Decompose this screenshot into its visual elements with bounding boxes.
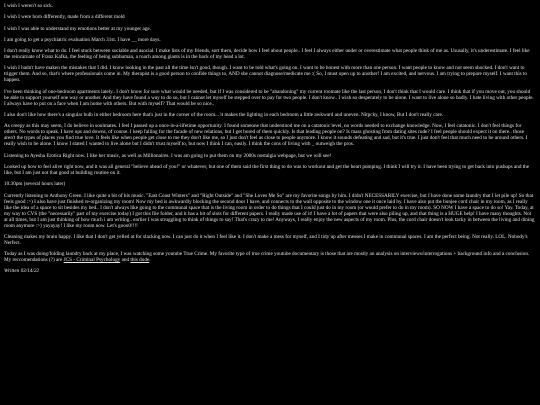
- recommendations-text: Today as I was doing/folding laundry back at my place, I was watching some youtube True Crime. My favorite type of true crime youtube documentary is those that are mostly an analysis on interviews/interrogations + background info and a conclusion. My reccomendations (?) are: [4, 251, 530, 264]
- journal-entry: [4, 3, 536, 274]
- paragraph: I wish I was able to understand my emotions better at my younger age.: [4, 25, 151, 32]
- paragraph: I wish I hadn't have maken the mistakes that I did. I know looking in the past all the time isn't good, though. I want to be told what's going on. I want to be honest with more than one person. I want people to know and not seem shocked. I don't want to trigger them. And so, that's where professionals come in. My therapist is a good person to confide things to, AND she cannot diagnose/medicate me :( So, I must open up to another! I am excited, and nervous. I am trying to prepare myself. I want this to happen.: [4, 65, 528, 84]
- this-dude-link[interactable]: this dude: [130, 257, 150, 264]
- conjunction-text: and: [120, 257, 131, 264]
- paragraph: Cleaning makes my brain happy. I like that I don't get yelled at for slacking now. I can just do it when I feel like it. I don't make a mess for myself, and I tidy up after messes I make in communal spaces. I am the perfect being. Not really. LOL. Nobody's Nerfect.: [4, 233, 528, 246]
- paragraph: As creepy as this may seem, I do believe in soulmates. I feel I passed up a once-in-a-lifetime opportunity. I found someone that understood me on a catatonic level, no words needed to exchange knowledge. Now, I feel catatonic. I don't feel things for others. No words to speak. I have ups and downs, of course. I keep falling for the facade of new relations, but I get bored of them quickly. Is that leading people on? Is mass ghosting from dating sites rude? I feel people should expect it on there.. those aren't the types of places you find true love. It feels like when people get close to me they don't like me, so I just don't feel as close to people anymore. I know it sounds defeating and sad, but it's true. I just don't feel that much need to be around others. I really wish to be alone. I know I stated I wanted to live alone but I didn't trust myself to, but now I think I can, easily. I think the cons of living with _ outweigh the pros.: [4, 123, 528, 148]
- jcs-link[interactable]: JCS - Criminal Psychology: [63, 257, 121, 264]
- paragraph: I've been thinking of one-bedroom apartments lately.. I don't know for sure what would be needed, but if I was considered to be "abandoning" my current roomate like the last person, I don't think that I would care. I think that if you move out, you should be able to support yourself one way or another. And they have found a way to do so, but I cannot let myself be stepped over to pay for two people. I don't know.. I wish so desperately to be alone. I want to live alone so badly. I hate living with other people. I always have to put on a face when I am home with others. But with myself? That would be so nice..: [4, 88, 534, 107]
- paragraph: I wish I were born differently, made from a different mold: [4, 14, 125, 21]
- recommendations-paragraph: [4, 251, 536, 263]
- paragraph: I don't really know what to do. I feel stuck between sociable and asocial. I make lists of my friends, sort them, decide how I feel about people.. I feel I always either under or overestimate what people think of me as. Ususally, it's underestimate. I feel like the reincarnate of Franz Kafka, the feeling of being subhuman, a roach among giants is in the back of my head a lot.: [4, 48, 530, 61]
- paragraph: Looked up how to feel alive right now, and it was all general "believe ahead of you!" or whatever, but one of them said the first thing to do was to workout and get the heart pumping. I think I will try it. I have been trying to get back into pushups and the like, but I am just not that good at building routine on it.: [4, 163, 530, 176]
- paragraph: Listening to Ayesha Erotica Right now. I like her music, as well as Millionaires. I was am going to put them on my 2000s nostalgia webpage, but we will see!: [4, 152, 332, 159]
- paragraph: Currently listening to Anthony Green. I like quite a bit of his music. "East Coast Winters" and "Right Outside" and "She Loves Me So" are my favorite songs by him. I didn't NECESSARILY exercise, but I have done some laundry that I let pile up! So that feels good :>) I also have just finished re-organizing my room! Now my bed is awkwardly blocking the second door I have, and connects to the wall opposite to the window one it once laid by. I have also put the bunjee cord chair in my room, as I really like the idea of a space to sit besides my bed.. I don't always like going to the communal space that is the living room in order to do things that I could just do in my room (or would prefer to do in my room). SO NOW I have a space to do so! Yay. Today, at my way to CVS (the "necessarily" part of my exercise today) I got this file folder, and it has a bit of slots for different papers. I really made use of it! I have a lot of papers that were also piling up, and that thing is a HUGE help! I have many thoughts. Not at all times, but I am just thinking of how much i am writing.. earlier I was struggling to think of things to say! That's crazy to me! Anyways, I really enjoy the new aspects of my room. Plus, the cord chair doesn't look tacky in between the living and dining room anymore :>) yayayay! I like my room now. Let's gooo0!!!!: [4, 192, 535, 229]
- paragraph: I wish I weren't so sick.: [4, 3, 54, 9]
- time-heading: 10:30pm (several hours later): [4, 181, 66, 188]
- paragraph: I am going to get a psychiatric evaluation March 31st. I have __ more days.: [4, 36, 161, 43]
- written-date: Written 03/14/22: [4, 268, 40, 275]
- period-text: .: [149, 257, 151, 264]
- paragraph: I also don't like how there's a singular bulb in either bedroom here that's just in the corner of the room... it makes the lighting in each bedroom a little awkward and uneven. Nitpcky, I know, But I don't really care.: [4, 112, 444, 119]
